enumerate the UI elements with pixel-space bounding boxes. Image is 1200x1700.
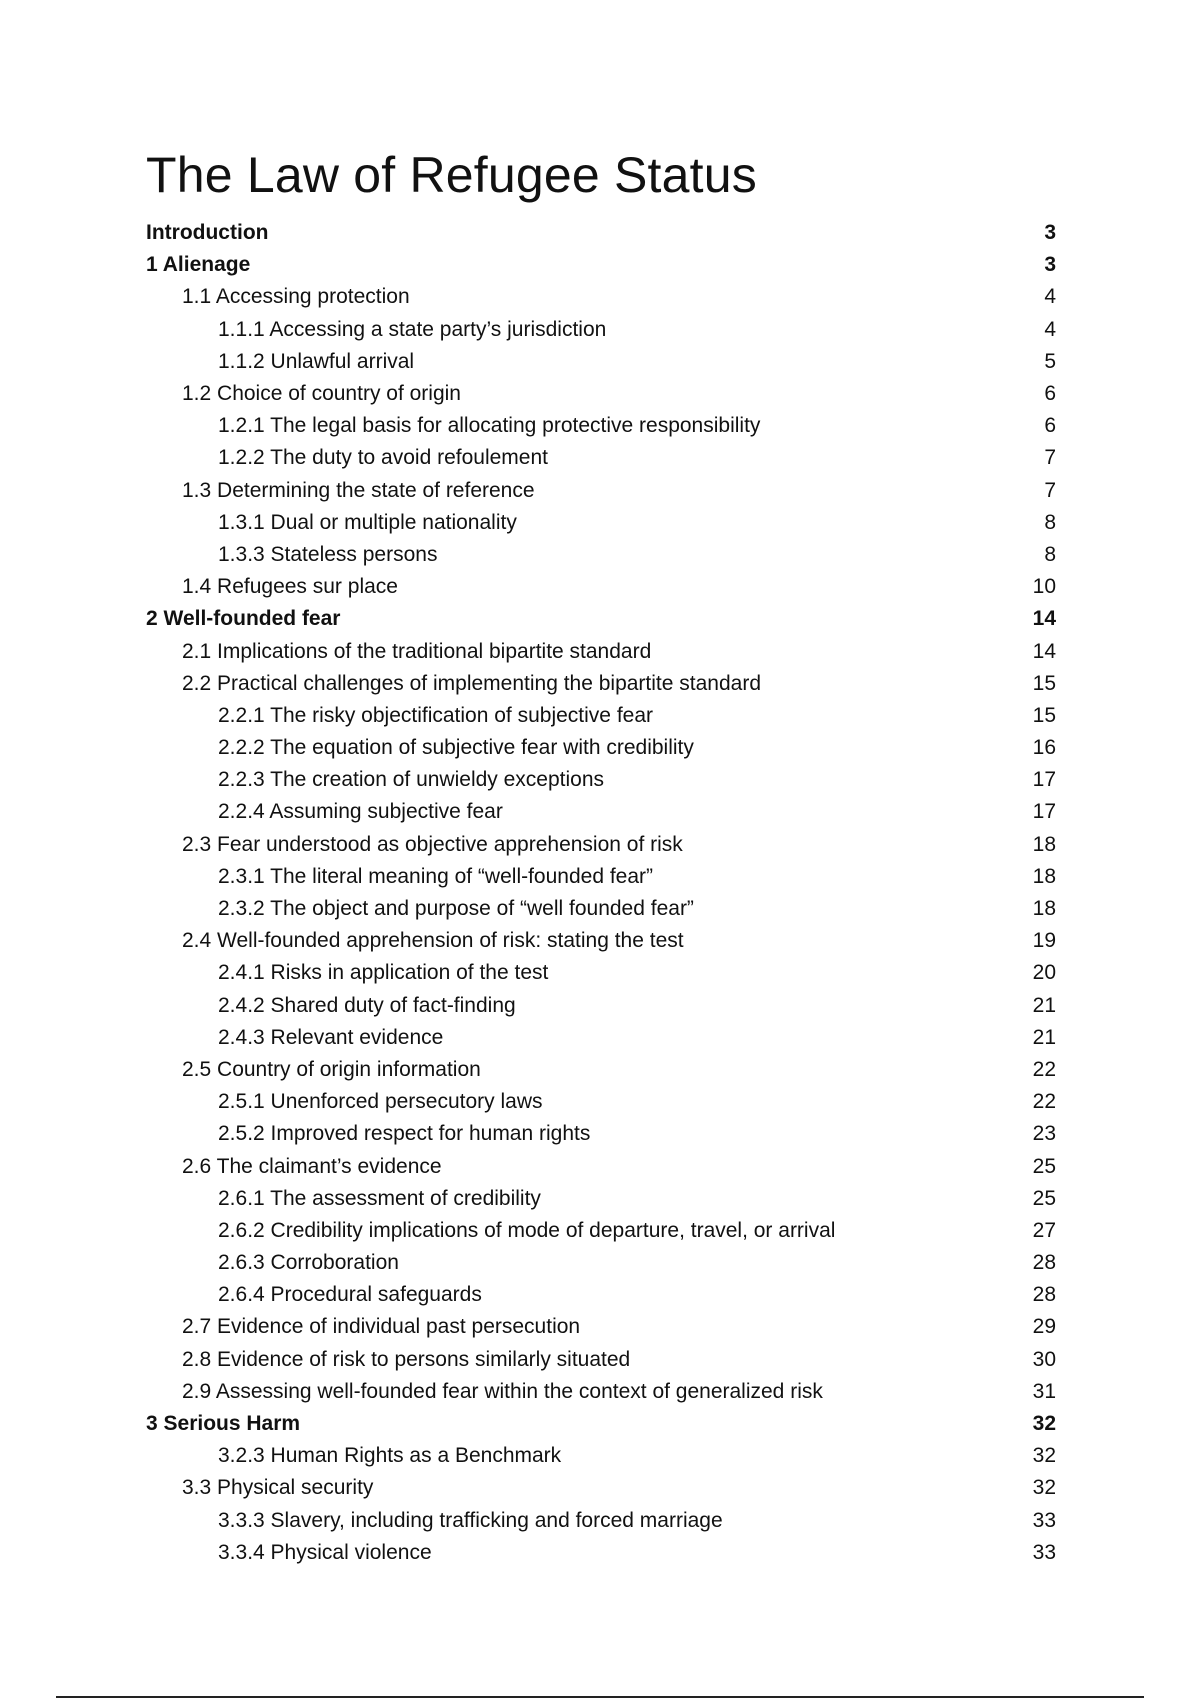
toc-entry[interactable]: [146, 1472, 1056, 1504]
toc-entry-page-number: 33: [1032, 1508, 1056, 1532]
toc-entry-page-number: 23: [1032, 1122, 1056, 1146]
toc-entry-title[interactable]: 1.2.1 The legal basis for allocating protective responsibility: [218, 414, 761, 438]
toc-entry[interactable]: [146, 1247, 1056, 1279]
toc-entry-page-number: 32: [1032, 1444, 1056, 1468]
toc-entry[interactable]: [146, 764, 1056, 796]
toc-entry-title[interactable]: 1.4 Refugees sur place: [182, 575, 398, 599]
toc-entry[interactable]: [146, 732, 1056, 764]
toc-entry-title[interactable]: 1 Alienage: [146, 253, 251, 277]
toc-entry[interactable]: [146, 1183, 1056, 1215]
toc-entry[interactable]: [146, 1215, 1056, 1247]
toc-entry-title[interactable]: 2.5.2 Improved respect for human rights: [218, 1122, 591, 1146]
toc-entry-page-number: 28: [1032, 1283, 1056, 1307]
toc-entry-title[interactable]: 2.3.1 The literal meaning of “well-founded fear”: [218, 864, 654, 888]
toc-entry-title[interactable]: 3.3.3 Slavery, including trafficking and forced marriage: [218, 1508, 723, 1532]
toc-entry-page-number: 6: [1044, 414, 1056, 438]
toc-entry-title[interactable]: 1.1 Accessing protection: [182, 285, 410, 309]
toc-entry-page-number: 32: [1032, 1476, 1056, 1500]
toc-entry-page-number: 4: [1044, 285, 1056, 309]
toc-entry-page-number: 22: [1032, 1057, 1056, 1081]
toc-entry-page-number: 29: [1032, 1315, 1056, 1339]
toc-entry[interactable]: [146, 249, 1056, 281]
toc-entry[interactable]: [146, 378, 1056, 410]
toc-entry-title[interactable]: 2.2.3 The creation of unwieldy exceptions: [218, 768, 605, 792]
toc-entry[interactable]: [146, 603, 1056, 635]
toc-entry-title[interactable]: 2.6.4 Procedural safeguards: [218, 1283, 482, 1307]
toc-entry[interactable]: [146, 893, 1056, 925]
toc-entry-page-number: 28: [1032, 1251, 1056, 1275]
toc-entry[interactable]: [146, 1279, 1056, 1311]
toc-entry-title[interactable]: 3.3 Physical security: [182, 1476, 374, 1500]
toc-entry[interactable]: [146, 442, 1056, 474]
toc-entry-title[interactable]: 1.2 Choice of country of origin: [182, 382, 461, 406]
toc-entry[interactable]: [146, 668, 1056, 700]
toc-entry-title[interactable]: 2.5.1 Unenforced persecutory laws: [218, 1090, 543, 1114]
toc-entry-title[interactable]: 2.4 Well-founded apprehension of risk: stating the test: [182, 929, 684, 953]
toc-entry[interactable]: [146, 1440, 1056, 1472]
toc-entry-page-number: 31: [1032, 1379, 1056, 1403]
toc-entry-title[interactable]: 2.2 Practical challenges of implementing the bipartite standard: [182, 671, 761, 695]
toc-entry-page-number: 5: [1044, 349, 1056, 373]
toc-entry-title[interactable]: 2.3.2 The object and purpose of “well founded fear”: [218, 897, 694, 921]
toc-entry[interactable]: [146, 507, 1056, 539]
toc-entry-title[interactable]: 2.4.1 Risks in application of the test: [218, 961, 549, 985]
toc-entry[interactable]: [146, 1376, 1056, 1408]
toc-entry-page-number: 25: [1032, 1154, 1056, 1178]
toc-entry-title[interactable]: 2.1 Implications of the traditional bipartite standard: [182, 639, 652, 663]
toc-entry-page-number: 22: [1032, 1090, 1056, 1114]
toc-entry-title[interactable]: 2.7 Evidence of individual past persecution: [182, 1315, 581, 1339]
toc-entry-page-number: 17: [1032, 768, 1056, 792]
toc-entry-title[interactable]: 2.9 Assessing well-founded fear within the context of generalized risk: [182, 1379, 823, 1403]
toc-entry-page-number: 8: [1044, 542, 1056, 566]
toc-entry-page-number: 16: [1032, 736, 1056, 760]
toc-entry-title[interactable]: Introduction: [146, 221, 269, 245]
toc-entry-page-number: 33: [1032, 1540, 1056, 1564]
toc-entry-title[interactable]: 3.3.4 Physical violence: [218, 1540, 432, 1564]
page-bottom-rule: [56, 1696, 1144, 1698]
toc-entry-page-number: 18: [1032, 832, 1056, 856]
toc-entry-page-number: 27: [1032, 1218, 1056, 1242]
toc-entry-title[interactable]: 1.2.2 The duty to avoid refoulement: [218, 446, 548, 470]
toc-entry-title[interactable]: 2.3 Fear understood as objective apprehension of risk: [182, 832, 683, 856]
toc-entry[interactable]: [146, 635, 1056, 667]
toc-entry-page-number: 6: [1044, 382, 1056, 406]
toc-entry-page-number: 3: [1044, 221, 1056, 245]
toc-entry[interactable]: [146, 1086, 1056, 1118]
toc-entry-title[interactable]: 2.5 Country of origin information: [182, 1057, 481, 1081]
toc-entry-title[interactable]: 2.4.3 Relevant evidence: [218, 1025, 444, 1049]
toc-entry-page-number: 7: [1044, 478, 1056, 502]
toc-entry-title[interactable]: 2.8 Evidence of risk to persons similarly situated: [182, 1347, 631, 1371]
toc-entry-page-number: 30: [1032, 1347, 1056, 1371]
toc-entry-title[interactable]: 1.3.1 Dual or multiple nationality: [218, 510, 517, 534]
toc-entry[interactable]: [146, 314, 1056, 346]
toc-entry[interactable]: [146, 1054, 1056, 1086]
toc-entry-page-number: 21: [1032, 993, 1056, 1017]
toc-entry-page-number: 25: [1032, 1186, 1056, 1210]
toc-entry-page-number: 8: [1044, 510, 1056, 534]
toc-entry[interactable]: [146, 346, 1056, 378]
toc-entry-page-number: 18: [1032, 897, 1056, 921]
toc-entry[interactable]: [146, 281, 1056, 313]
toc-entry-page-number: 7: [1044, 446, 1056, 470]
toc-entry-page-number: 4: [1044, 317, 1056, 341]
toc-entry[interactable]: [146, 1118, 1056, 1150]
table-of-contents: [146, 217, 1056, 1569]
toc-entry[interactable]: [146, 1408, 1056, 1440]
toc-entry[interactable]: [146, 539, 1056, 571]
toc-entry[interactable]: [146, 1022, 1056, 1054]
toc-entry[interactable]: [146, 861, 1056, 893]
toc-entry-title[interactable]: 2.6.1 The assessment of credibility: [218, 1186, 541, 1210]
toc-entry-page-number: 17: [1032, 800, 1056, 824]
toc-entry-title[interactable]: 2.2.1 The risky objectification of subjective fear: [218, 703, 654, 727]
toc-entry-page-number: 18: [1032, 864, 1056, 888]
toc-entry-page-number: 15: [1032, 671, 1056, 695]
toc-entry-page-number: 19: [1032, 929, 1056, 953]
toc-entry-title[interactable]: 3 Serious Harm: [146, 1412, 301, 1436]
toc-entry-title[interactable]: 2.2.4 Assuming subjective fear: [218, 800, 503, 824]
toc-entry-title[interactable]: 2 Well-founded fear: [146, 607, 341, 631]
toc-entry[interactable]: [146, 990, 1056, 1022]
toc-entry-title[interactable]: 1.3.3 Stateless persons: [218, 542, 438, 566]
toc-entry[interactable]: [146, 571, 1056, 603]
toc-entry[interactable]: [146, 1537, 1056, 1569]
toc-entry-title[interactable]: 3.2.3 Human Rights as a Benchmark: [218, 1444, 562, 1468]
toc-entry[interactable]: [146, 1311, 1056, 1343]
toc-entry-title[interactable]: 1.3 Determining the state of reference: [182, 478, 535, 502]
toc-entry[interactable]: [146, 217, 1056, 249]
toc-entry[interactable]: [146, 700, 1056, 732]
toc-entry-page-number: 32: [1032, 1412, 1056, 1436]
toc-entry-title[interactable]: 2.2.2 The equation of subjective fear with credibility: [218, 736, 694, 760]
toc-entry-page-number: 10: [1032, 575, 1056, 599]
toc-entry-page-number: 14: [1032, 607, 1056, 631]
toc-entry-title[interactable]: 2.6.2 Credibility implications of mode of departure, travel, or arrival: [218, 1218, 836, 1242]
toc-entry-title[interactable]: 1.1.1 Accessing a state party’s jurisdiction: [218, 317, 607, 341]
document-title: The Law of Refugee Status: [146, 147, 757, 203]
toc-entry[interactable]: [146, 1505, 1056, 1537]
toc-entry-page-number: 14: [1032, 639, 1056, 663]
toc-entry-title[interactable]: 2.6.3 Corroboration: [218, 1251, 399, 1275]
toc-entry[interactable]: [146, 957, 1056, 989]
toc-entry[interactable]: [146, 796, 1056, 828]
toc-entry-page-number: 3: [1044, 253, 1056, 277]
toc-entry[interactable]: [146, 1344, 1056, 1376]
toc-entry-title[interactable]: 2.4.2 Shared duty of fact-finding: [218, 993, 516, 1017]
toc-entry[interactable]: [146, 925, 1056, 957]
toc-entry-page-number: 20: [1032, 961, 1056, 985]
toc-entry-page-number: 21: [1032, 1025, 1056, 1049]
toc-entry-page-number: 15: [1032, 703, 1056, 727]
toc-entry[interactable]: [146, 410, 1056, 442]
toc-entry-title[interactable]: 2.6 The claimant’s evidence: [182, 1154, 442, 1178]
toc-entry[interactable]: [146, 475, 1056, 507]
toc-entry[interactable]: [146, 1150, 1056, 1182]
toc-entry[interactable]: [146, 829, 1056, 861]
toc-entry-title[interactable]: 1.1.2 Unlawful arrival: [218, 349, 415, 373]
